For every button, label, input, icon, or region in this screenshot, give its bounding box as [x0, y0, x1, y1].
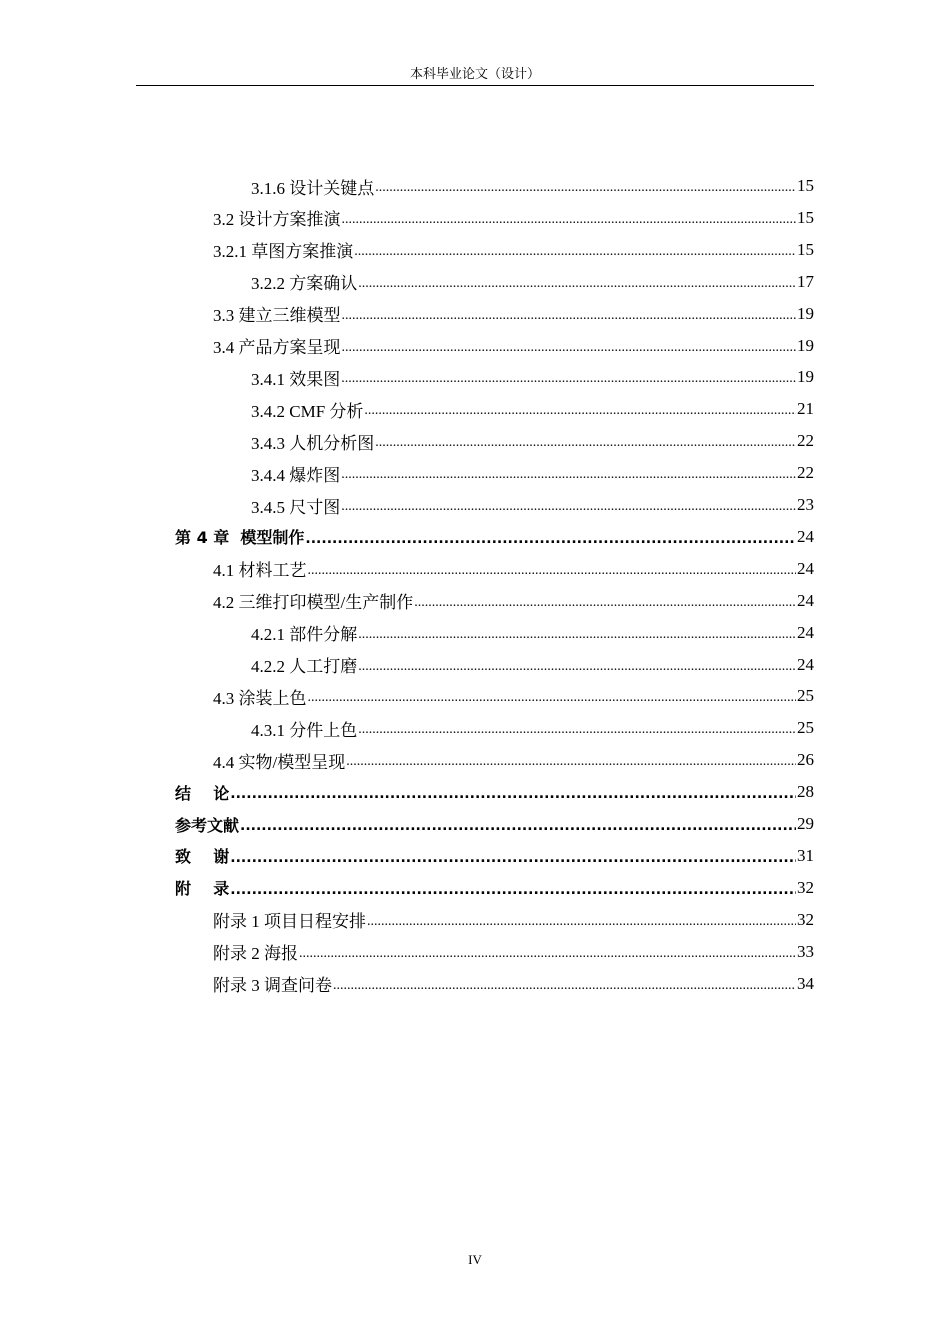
toc-entry[interactable] [251, 712, 814, 744]
toc-entry-page: 24 [797, 526, 814, 546]
toc-dot-leader [341, 499, 796, 515]
toc-dot-leader [240, 818, 796, 834]
toc-entry-title: 3.1.6 设计关键点 [251, 178, 375, 198]
toc-dot-leader [367, 914, 796, 930]
toc-entry[interactable] [213, 744, 814, 776]
toc-dot-leader [230, 786, 796, 802]
header-rule [136, 85, 814, 86]
toc-entry-page: 19 [797, 367, 814, 387]
toc-entry[interactable] [251, 361, 814, 393]
toc-entry[interactable] [213, 585, 814, 617]
toc-dot-leader [230, 850, 796, 866]
toc-entry-page: 25 [797, 686, 814, 706]
toc-entry[interactable] [251, 170, 814, 202]
toc-entry-page: 17 [797, 271, 814, 291]
toc-entry-page: 19 [797, 303, 814, 323]
toc-entry-title: 附录 1 项目日程安排 [213, 912, 366, 932]
toc-dot-leader [364, 403, 796, 419]
toc-entry-title: 3.3 建立三维模型 [213, 306, 341, 326]
toc-dot-leader [358, 276, 796, 292]
toc-entry-title: 4.2.1 部件分解 [251, 625, 358, 645]
toc-entry[interactable] [175, 808, 814, 840]
toc-entry-title: 附录 3 调查问卷 [213, 976, 332, 995]
toc-entry[interactable] [251, 266, 814, 298]
toc-entry-title: 3.2 设计方案推演 [213, 210, 341, 230]
toc-entry-page: 32 [797, 877, 814, 897]
toc-dot-leader [342, 308, 797, 324]
toc-entry-title: 结 论 [175, 783, 230, 803]
toc-entry-title: 附 录 [175, 879, 230, 899]
toc-dot-leader [305, 531, 796, 547]
toc-entry-page: 19 [797, 335, 814, 355]
toc-entry-page: 24 [797, 558, 814, 578]
toc-entry[interactable] [213, 202, 814, 234]
toc-entry-page: 34 [797, 973, 814, 993]
toc-entry-title: 3.2.2 方案确认 [251, 274, 358, 294]
toc-dot-leader [341, 371, 796, 387]
toc-entry-title: 3.2.1 草图方案推演 [213, 242, 354, 262]
toc-entry[interactable] [213, 904, 814, 936]
toc-entry-page: 31 [797, 845, 814, 865]
toc-entry[interactable] [175, 521, 814, 553]
toc-dot-leader [230, 882, 796, 898]
toc-entry-title: 致 谢 [175, 847, 230, 867]
toc-entry[interactable] [213, 330, 814, 362]
toc-entry-page: 32 [797, 909, 814, 929]
toc-dot-leader [414, 595, 796, 611]
toc-entry-title: 4.4 实物/模型呈现 [213, 752, 346, 772]
toc-entry[interactable] [251, 489, 814, 521]
toc-entry-page: 22 [797, 463, 814, 483]
toc-dot-leader [358, 627, 796, 643]
toc-entry-title: 4.3.1 分件上色 [251, 720, 358, 740]
toc-dot-leader [299, 946, 796, 962]
toc-dot-leader [354, 244, 796, 260]
toc-entry-title: 4.3 涂装上色 [213, 688, 307, 708]
toc-entry[interactable] [251, 425, 814, 457]
toc-dot-leader [375, 435, 796, 451]
toc-entry-page: 33 [797, 941, 814, 961]
toc-entry-page: 25 [797, 718, 814, 738]
page-header: 本科毕业论文（设计） [409, 66, 540, 81]
toc-entry-title: 第 4 章 模型制作 [175, 528, 305, 548]
toc-entry-page: 23 [797, 495, 814, 514]
toc-entry-page: 15 [797, 176, 814, 195]
toc-entry-page: 24 [797, 622, 814, 642]
toc-entry-page: 22 [797, 431, 814, 451]
toc-entry[interactable] [213, 680, 814, 712]
toc-dot-leader [346, 754, 796, 770]
toc-entry-title: 3.4 产品方案呈现 [213, 338, 341, 357]
toc-entry-page: 24 [797, 654, 814, 674]
toc-entry[interactable] [251, 393, 814, 425]
toc-dot-leader [342, 212, 797, 228]
toc-entry[interactable] [251, 457, 814, 489]
toc-dot-leader [333, 978, 796, 994]
toc-dot-leader [308, 690, 797, 706]
toc-dot-leader [341, 467, 796, 483]
toc-dot-leader [308, 563, 797, 579]
toc-entry-page: 26 [797, 750, 814, 770]
toc-entry-page: 28 [797, 782, 814, 802]
toc-entry-title: 3.4.4 爆炸图 [251, 465, 341, 485]
toc-entry[interactable] [213, 553, 814, 585]
toc-entry[interactable] [213, 936, 814, 968]
toc-entry[interactable] [213, 234, 814, 266]
toc-entry-title: 4.1 材料工艺 [213, 561, 307, 581]
toc-entry-title: 3.4.3 人机分析图 [251, 433, 375, 453]
toc-entry[interactable] [213, 968, 814, 1000]
toc-entry-page: 15 [797, 239, 814, 259]
toc-entry-title: 4.2 三维打印模型/生产制作 [213, 593, 414, 613]
toc-entry[interactable] [213, 298, 814, 330]
toc-entry-page: 24 [797, 590, 814, 610]
toc-entry[interactable] [251, 649, 814, 681]
toc-entry[interactable] [251, 617, 814, 649]
toc-entry-title: 参考文献 [175, 815, 240, 835]
toc-entry-page: 15 [797, 207, 814, 227]
toc-entry[interactable] [175, 776, 814, 808]
toc-entry-page: 21 [797, 399, 814, 419]
toc-entry[interactable] [175, 840, 814, 872]
toc-entry-title: 4.2.2 人工打磨 [251, 657, 358, 676]
toc-entry[interactable] [175, 872, 814, 904]
toc-entry-title: 3.4.2 CMF 分析 [251, 401, 364, 421]
page-number: IV [468, 1252, 482, 1267]
toc-dot-leader [342, 340, 797, 356]
toc-dot-leader [358, 722, 796, 738]
toc-entry-page: 29 [797, 814, 814, 833]
toc-dot-leader [358, 659, 796, 675]
toc-entry-title: 附录 2 海报 [213, 944, 298, 964]
toc-entry-title: 3.4.1 效果图 [251, 369, 341, 389]
toc-entry-title: 3.4.5 尺寸图 [251, 497, 341, 517]
toc-dot-leader [375, 180, 796, 196]
